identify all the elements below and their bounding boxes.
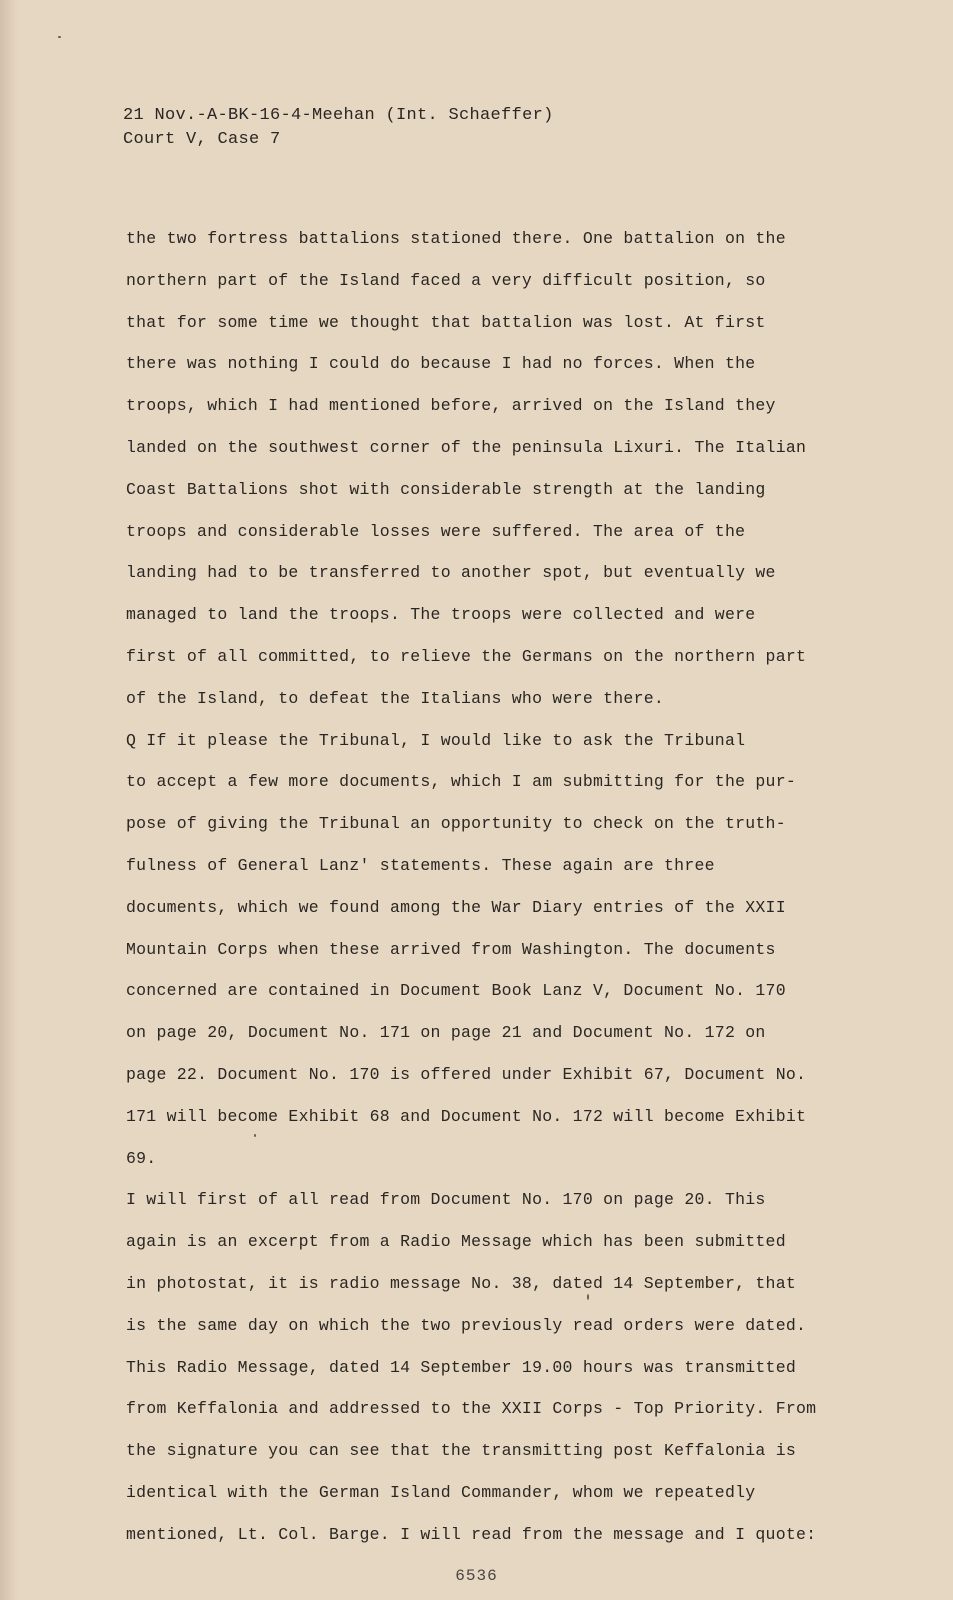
text-line: managed to land the troops. The troops were collected and were <box>126 605 756 625</box>
text-line: This Radio Message, dated 14 September 19.00 hours was transmitted <box>126 1357 797 1377</box>
text-line: I will first of all read from Document No. 170 on page 20. This <box>126 1190 766 1210</box>
text-line: documents, which we found among the War Diary entries of the XXII <box>126 897 786 917</box>
text-line: to accept a few more documents, which I am submitting for the pur- <box>126 772 797 792</box>
page-number: 6536 <box>455 1567 498 1585</box>
paper-speck <box>587 1294 589 1300</box>
document-header <box>123 104 554 152</box>
text-line: 171 will become Exhibit 68 and Document No. 172 will become Exhibit <box>126 1106 807 1126</box>
paper-speck <box>254 1134 256 1137</box>
text-line: northern part of the Island faced a very difficult position, so <box>126 270 766 290</box>
text-line: that for some time we thought that battalion was lost. At first <box>126 312 766 332</box>
text-line: from Keffalonia and addressed to the XXII Corps - Top Priority. From <box>126 1399 817 1419</box>
text-line: landing had to be transferred to another spot, but eventually we <box>126 563 776 583</box>
text-line: pose of giving the Tribunal an opportunity to check on the truth- <box>126 814 786 834</box>
text-line: concerned are contained in Document Book Lanz V, Document No. 170 <box>126 981 786 1001</box>
page-edge-shadow <box>0 0 18 1600</box>
text-line: of the Island, to defeat the Italians who were there. <box>126 688 665 708</box>
text-line: again is an excerpt from a Radio Message which has been submitted <box>126 1232 786 1252</box>
text-line: is the same day on which the two previously read orders were dated. <box>126 1315 807 1335</box>
text-line: in photostat, it is radio message No. 38, dated 14 September, that <box>126 1274 797 1293</box>
header-case-reference: 21 Nov.-A-BK-16-4-Meehan (Int. Schaeffer) <box>123 106 554 125</box>
text-line: 69. <box>126 1148 157 1168</box>
text-line: troops, which I had mentioned before, arrived on the Island they <box>126 396 776 416</box>
text-line: troops and considerable losses were suffered. The area of the <box>126 521 746 541</box>
text-line: first of all committed, to relieve the Germans on the northern part <box>126 647 807 666</box>
text-line: Mountain Corps when these arrived from Washington. The documents <box>126 939 776 959</box>
text-line: the signature you can see that the transmitting post Keffalonia is <box>126 1441 797 1461</box>
text-line: page 22. Document No. 170 is offered under Exhibit 67, Document No. <box>126 1065 807 1084</box>
text-line: mentioned, Lt. Col. Barge. I will read from the message and I quote: <box>126 1524 817 1544</box>
header-court-case: Court V, Case 7 <box>123 130 281 149</box>
text-line: on page 20, Document No. 171 on page 21 and Document No. 172 on <box>126 1023 766 1043</box>
text-line: the two fortress battalions stationed there. One battalion on the <box>126 229 786 248</box>
text-line: Coast Battalions shot with considerable strength at the landing <box>126 479 766 499</box>
paper-speck <box>58 36 61 38</box>
text-line: Q If it please the Tribunal, I would like to ask the Tribunal <box>126 730 746 750</box>
text-line: landed on the southwest corner of the peninsula Lixuri. The Italian <box>126 438 807 457</box>
text-line: fulness of General Lanz' statements. These again are three <box>126 856 715 875</box>
text-line: there was nothing I could do because I had no forces. When the <box>126 354 756 374</box>
text-line: identical with the German Island Commander, whom we repeatedly <box>126 1483 756 1502</box>
